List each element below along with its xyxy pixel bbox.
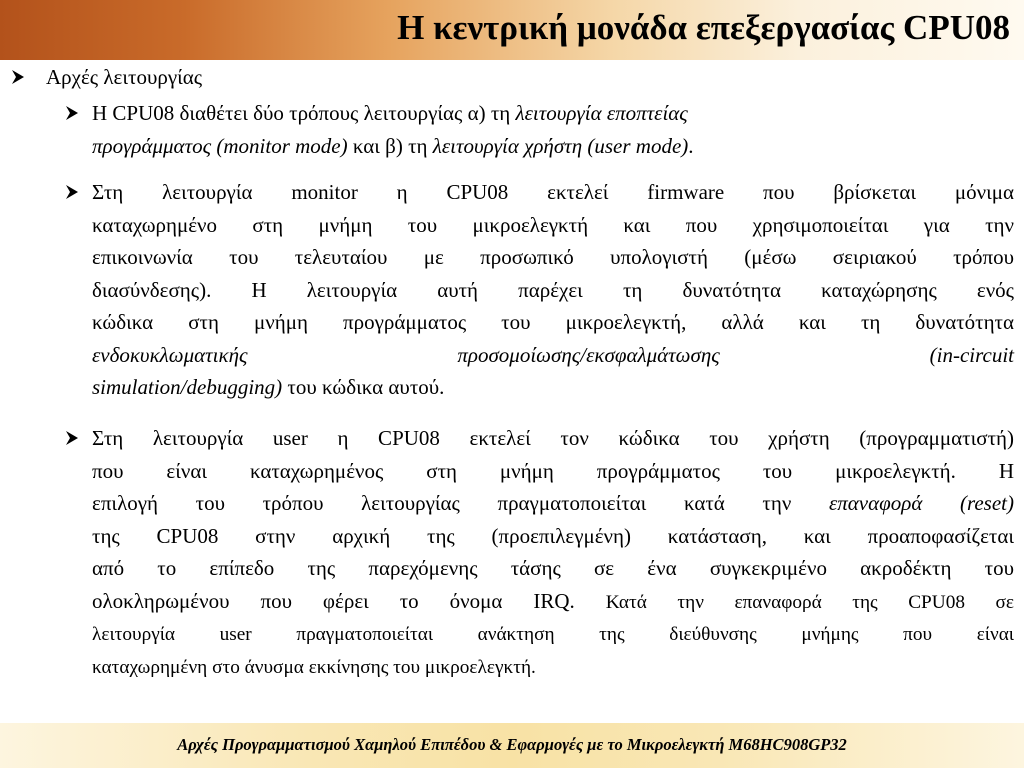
text-line: καταχωρημένο στη μνήμη του μικροελεγκτή και που χρησιμοποιείται για την	[92, 212, 1014, 237]
bullet-item-modes	[64, 97, 1014, 162]
text-line-italic: ενδοκυκλωματικής προσομοίωσης/εκσφαλμάτωσης (in-circuit	[92, 342, 1014, 367]
text-run: ολοκληρωμένου που φέρει το όνομα IRQ.	[92, 588, 575, 613]
text-line: από το επίπεδο της παρεχόμενης τάσης σε ένα συγκεκριμένο ακροδέκτη του	[92, 556, 1014, 580]
footer-text: Αρχές Προγραμματισμού Χαμηλού Επιπέδου & Εφαρμογές με το Μικροελεγκτή M68HC908GP32	[177, 735, 847, 754]
bullet-item-user	[64, 422, 1014, 684]
text-run-italic: λειτουργία χρήστη (user mode)	[432, 133, 689, 158]
text-run: και β) τη	[352, 133, 428, 158]
text-run: επιλογή του τρόπου λειτουργίας πραγματοποιείται κατά την	[92, 491, 792, 515]
level1-heading: Αρχές λειτουργίας	[46, 65, 203, 89]
text-line: που είναι καταχωρημένος στη μνήμη προγράμματος του μικροελεγκτή. Η	[92, 458, 1014, 483]
arrow-bullet-icon	[64, 422, 80, 455]
text-run-italic: simulation/debugging)	[92, 375, 283, 399]
text-line-small: λειτουργία user πραγματοποιείται ανάκτηση της διεύθυνσης μνήμης που είναι	[92, 624, 1014, 645]
text-line: επικοινωνία του τελευταίου με προσωπικό υπολογιστή (μέσω σειριακού τρόπου	[92, 245, 1014, 269]
slide-title: Η κεντρική μονάδα επεξεργασίας CPU08	[397, 8, 1010, 47]
footer-bar	[0, 723, 1024, 768]
title-bar	[0, 0, 1024, 60]
text-run-italic: προγράμματος (monitor mode)	[92, 133, 348, 158]
arrow-bullet-icon	[64, 176, 80, 209]
text-run: .	[688, 133, 694, 158]
text-line: Στη λειτουργία user η CPU08 εκτελεί τον κώδικα του χρήστη (προγραμματιστή)	[92, 426, 1014, 450]
text-run-small: Κατά την επαναφορά της CPU08 σε	[605, 591, 1014, 613]
text-line: διασύνδεσης). Η λειτουργία αυτή παρέχει τη δυνατότητα καταχώρησης ενός	[92, 277, 1014, 302]
text-run-italic: λειτουργία εποπτείας	[515, 101, 688, 125]
text-line: της CPU08 στην αρχική της (προεπιλεγμένη) κατάσταση, και προαποφασίζεται	[92, 523, 1014, 548]
bullet-text	[92, 422, 1014, 684]
bullet-item-monitor	[64, 176, 1014, 404]
text-run-italic: επαναφορά (reset)	[828, 491, 1014, 515]
text-line: Στη λειτουργία monitor η CPU08 εκτελεί firmware που βρίσκεται μόνιμα	[92, 180, 1014, 204]
arrow-bullet-icon	[10, 63, 46, 91]
text-run: Η CPU08 διαθέτει δύο τρόπους λειτουργίας α) τη	[92, 101, 511, 125]
text-line-small: καταχωρημένη στο άνυσμα εκκίνησης του μικροελεγκτή.	[92, 656, 536, 678]
arrow-bullet-icon	[64, 97, 80, 130]
text-run: του κώδικα αυτού.	[287, 375, 445, 399]
bullet-text	[92, 176, 1014, 404]
bullet-text	[92, 97, 1014, 162]
level1-bullet	[10, 63, 202, 91]
text-line: κώδικα στη μνήμη προγράμματος του μικροελεγκτή, αλλά και τη δυνατότητα	[92, 310, 1014, 334]
